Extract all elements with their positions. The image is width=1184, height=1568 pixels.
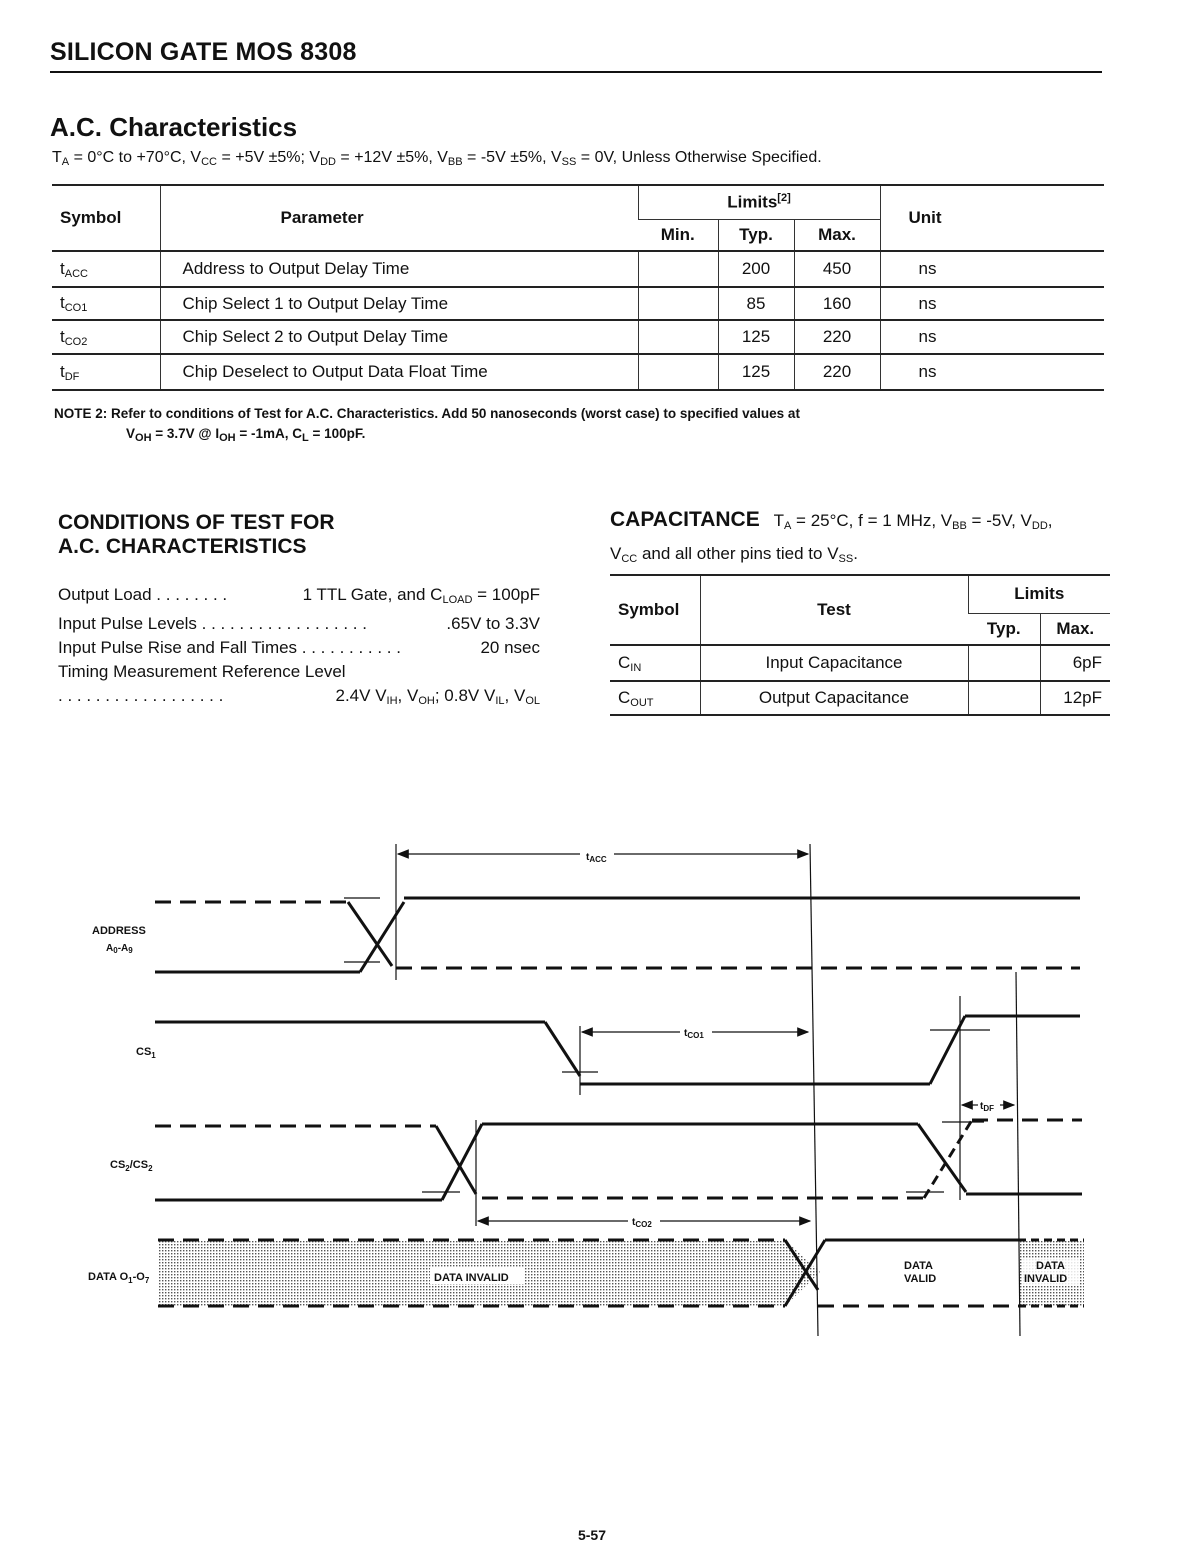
list-item xyxy=(58,660,540,684)
ac-typ: 125 xyxy=(718,320,794,354)
ac-col-unit: Unit xyxy=(880,185,1104,251)
ac-col-symbol: Symbol xyxy=(52,185,160,251)
ac-typ: 85 xyxy=(718,287,794,320)
cap-col-symbol: Symbol xyxy=(610,575,700,645)
ac-col-typ: Typ. xyxy=(718,219,794,251)
cap-col-test: Test xyxy=(700,575,968,645)
table-row xyxy=(52,354,1104,390)
ref-level-label: Timing Measurement Reference Level xyxy=(58,662,346,681)
ac-col-max: Max. xyxy=(794,219,880,251)
list-item xyxy=(58,583,540,612)
ac-parameter: Chip Select 1 to Output Delay Time xyxy=(160,287,638,320)
ac-symbol: $t_{CO2}$ xyxy=(52,320,160,354)
ac-col-limits: Limits[2] xyxy=(638,185,880,219)
ac-symbol: $t_{ACC}$ xyxy=(52,251,160,287)
test-heading-line2: A.C. CHARACTERISTICS xyxy=(58,535,307,558)
list-item xyxy=(58,612,540,636)
ac-max: 450 xyxy=(794,251,880,287)
capacitance-table xyxy=(610,574,1110,716)
cap-max: 12pF xyxy=(1040,681,1110,715)
ac-symbol: $t_{CO1}$ xyxy=(52,287,160,320)
cap-max: 6pF xyxy=(1040,645,1110,681)
cap-col-max: Max. xyxy=(1040,613,1110,645)
test-conditions-heading xyxy=(58,511,335,559)
ac-conditions: $T_A = 0^\circ C$ to +70°C, $V_{CC} = +5V \pm 5\%$; $V_{DD} = +12V \pm 5\%$, $V_{BB} = -5V \pm 5\%$, $V_{SS} = 0V$, Unless Otherwise Specified. xyxy=(52,149,822,168)
list-item xyxy=(58,684,540,713)
page-number: 5-57 xyxy=(577,1527,607,1543)
table-row xyxy=(610,645,1110,681)
ac-col-min: Min. xyxy=(638,219,718,251)
table-row xyxy=(52,320,1104,354)
cs1-label: $CS_1$ xyxy=(136,1046,156,1060)
tacc-label: $t_{ACC}$ xyxy=(586,852,607,864)
capacitance-heading: CAPACITANCE xyxy=(610,508,760,531)
pulse-levels-label: Input Pulse Levels . . . . . . . . . . . . . . . . . . xyxy=(58,614,367,633)
cs2-label: $CS_2/CS_2$ xyxy=(110,1159,153,1173)
ac-max: 220 xyxy=(794,320,880,354)
ac-symbol: $t_{DF}$ xyxy=(52,354,160,390)
tdf-end-line xyxy=(1016,972,1020,1336)
ref-level-value: 2.4V $V_{IH}$, $V_{OH}$; 0.8V $V_{IL}$, $V_{OL}$ xyxy=(335,686,540,707)
table-row xyxy=(52,287,1104,320)
ac-typ: 125 xyxy=(718,354,794,390)
data-valid-label-1: DATA xyxy=(904,1260,933,1272)
ac-unit: ns xyxy=(880,287,1104,320)
note-line1: Refer to conditions of Test for A.C. Characteristics. Add 50 nanoseconds (worst case) to specified values at xyxy=(111,406,800,421)
ac-max: 160 xyxy=(794,287,880,320)
ac-min xyxy=(638,287,718,320)
cap-typ xyxy=(968,645,1040,681)
test-conditions-list xyxy=(58,583,540,713)
ac-unit: ns xyxy=(880,320,1104,354)
table-row xyxy=(610,681,1110,715)
tco1-label: $t_{CO1}$ xyxy=(684,1028,704,1040)
note-line2: $V_{OH} = 3.7V$ @ $I_{OH} = -1mA$, $C_L = 100pF$. xyxy=(126,426,366,444)
cap-symbol: $C_{OUT}$ xyxy=(610,681,700,715)
ac-min xyxy=(638,251,718,287)
cs1-waveform xyxy=(155,1016,1080,1084)
ac-unit: ns xyxy=(880,251,1104,287)
pulse-levels-value: .65V to 3.3V xyxy=(446,614,540,633)
ac-max: 220 xyxy=(794,354,880,390)
cap-test: Input Capacitance xyxy=(700,645,968,681)
cap-col-limits: Limits xyxy=(968,575,1110,613)
tco2-label: $t_{CO2}$ xyxy=(632,1217,652,1229)
capacitance-heading-block xyxy=(610,507,1053,573)
ac-table xyxy=(52,184,1104,391)
page-header-title: SILICON GATE MOS 8308 xyxy=(50,38,357,66)
output-load-label: Output Load . . . . . . . . xyxy=(58,585,228,604)
ac-unit: ns xyxy=(880,354,1104,390)
data-invalid2-label-2: INVALID xyxy=(1024,1273,1068,1285)
rise-fall-value: 20 nsec xyxy=(480,638,540,657)
tdf-label: $t_{DF}$ xyxy=(980,1101,995,1113)
cap-typ xyxy=(968,681,1040,715)
ac-parameter: Chip Select 2 to Output Delay Time xyxy=(160,320,638,354)
ac-min xyxy=(638,320,718,354)
cap-col-typ: Typ. xyxy=(968,613,1040,645)
ref-level-dots: . . . . . . . . . . . . . . . . . . xyxy=(58,686,224,705)
rise-fall-label: Input Pulse Rise and Fall Times . . . . . . . . . . . xyxy=(58,638,401,657)
address-sub-label: $A_0-A_9$ xyxy=(106,943,133,955)
table-row xyxy=(52,251,1104,287)
capacitance-conditions-1: $T_A = 25^\circ C$, f = 1 MHz, $V_{BB} = -5V$, $V_{DD}$, xyxy=(773,511,1053,532)
note-label: NOTE 2: xyxy=(54,406,108,421)
data-invalid-label: DATA INVALID xyxy=(434,1272,509,1284)
cs2-waveform xyxy=(155,1120,1082,1200)
data-invalid2-label-1: DATA xyxy=(1036,1260,1065,1272)
cap-test: Output Capacitance xyxy=(700,681,968,715)
output-load-value: 1 TTL Gate, and $C_{LOAD} = 100pF$ xyxy=(302,585,540,606)
ac-parameter: Address to Output Delay Time xyxy=(160,251,638,287)
test-heading-line1: CONDITIONS OF TEST FOR xyxy=(58,511,335,534)
cap-symbol: $C_{IN}$ xyxy=(610,645,700,681)
data-valid-label-2: VALID xyxy=(904,1273,937,1285)
ac-min xyxy=(638,354,718,390)
ac-heading: A.C. Characteristics xyxy=(50,112,298,142)
ac-parameter: Chip Deselect to Output Data Float Time xyxy=(160,354,638,390)
data-waveform xyxy=(158,1240,1084,1306)
capacitance-conditions-2: $V_{CC}$ and all other pins tied to $V_{SS}$. xyxy=(610,544,858,565)
address-waveform xyxy=(155,898,1080,972)
data-label: DATA $O_1-O_7$ xyxy=(88,1271,150,1285)
note-2 xyxy=(54,404,800,448)
ac-col-parameter: Parameter xyxy=(160,185,638,251)
ac-typ: 200 xyxy=(718,251,794,287)
list-item xyxy=(58,636,540,660)
address-label: ADDRESS xyxy=(92,925,146,937)
header-rule xyxy=(50,71,1102,73)
timing-diagram xyxy=(0,830,1184,1350)
